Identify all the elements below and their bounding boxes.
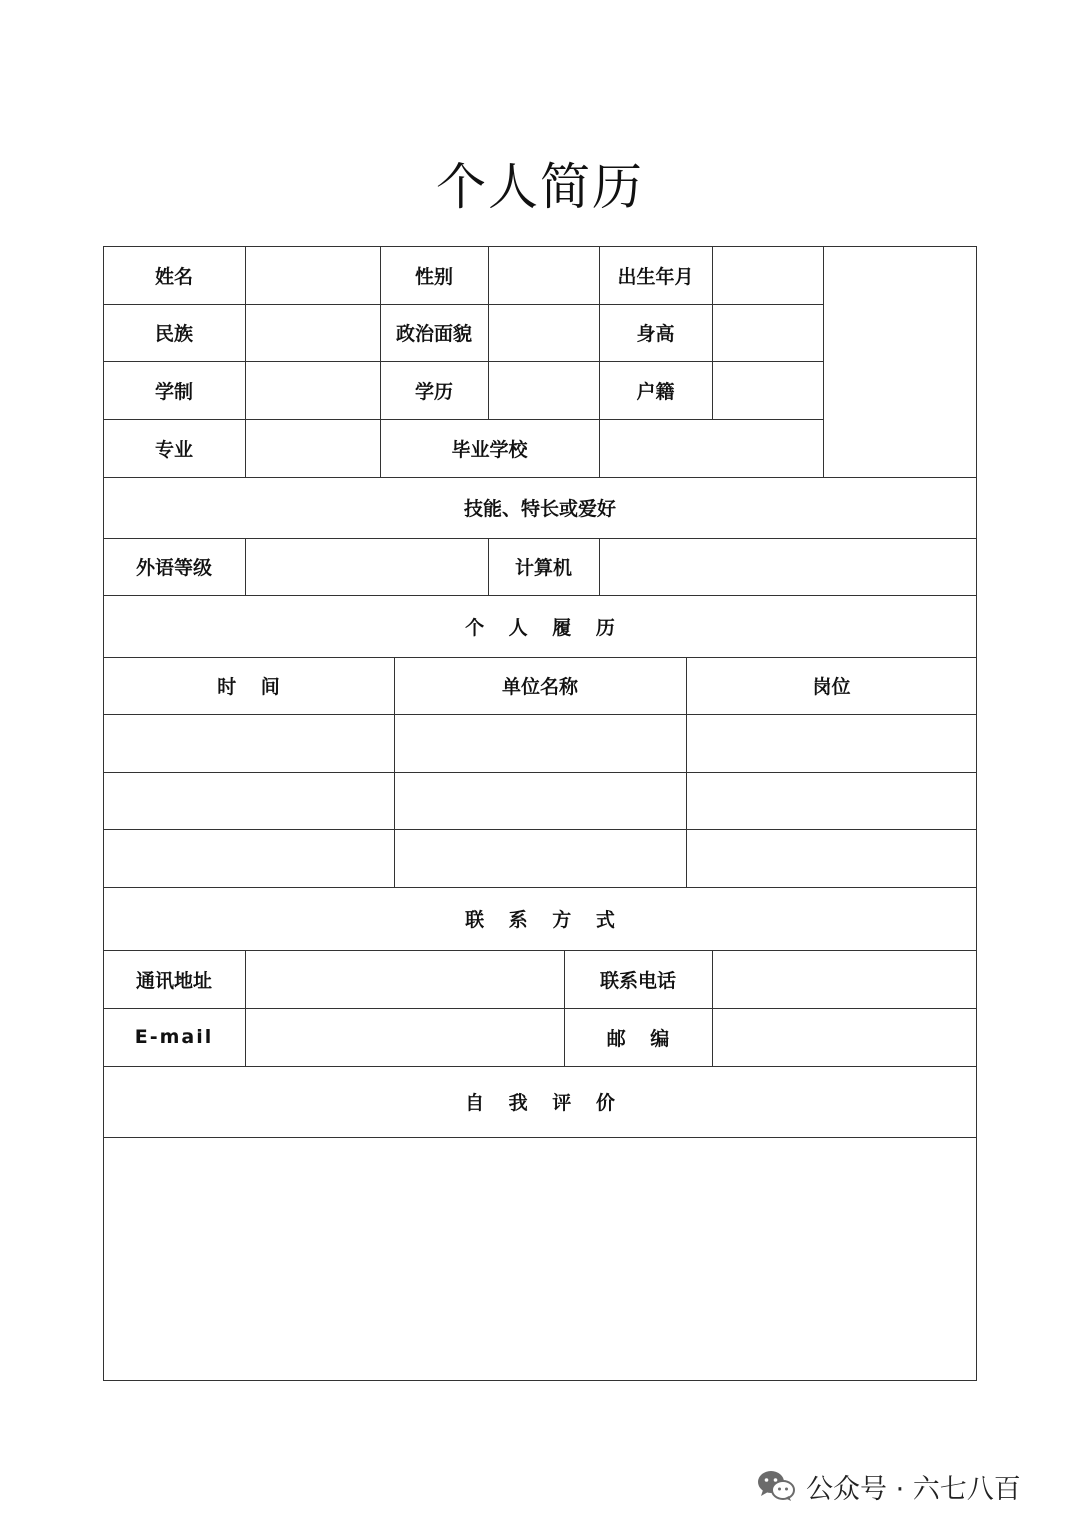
email-field[interactable] — [246, 1009, 564, 1066]
page-title: 个人简历 — [436, 158, 644, 216]
phone-label: 联系电话 — [599, 969, 676, 992]
time-column-header: 时 间 — [217, 676, 280, 698]
computer-field[interactable] — [600, 539, 976, 595]
name-label: 姓名 — [154, 265, 193, 288]
major-field[interactable] — [246, 420, 380, 477]
computer-label: 计算机 — [514, 557, 572, 579]
footer-text: 公众号 · 六七八百 — [806, 1473, 1021, 1505]
history-time-field[interactable] — [104, 715, 394, 772]
language-label: 外语等级 — [135, 557, 212, 579]
history-header: 个 人 履 历 — [465, 616, 615, 639]
language-field[interactable] — [246, 539, 488, 595]
height-field[interactable] — [713, 305, 823, 361]
history-company-field[interactable] — [395, 773, 686, 829]
history-position-field[interactable] — [687, 715, 976, 772]
footer-watermark — [756, 1466, 1021, 1506]
history-time-field[interactable] — [104, 830, 394, 887]
address-label: 通讯地址 — [135, 969, 212, 992]
address-field[interactable] — [246, 951, 564, 1008]
history-position-field[interactable] — [687, 830, 976, 887]
position-column-header: 岗位 — [812, 676, 851, 698]
gender-field[interactable] — [489, 247, 599, 304]
email-label: E-mail — [134, 1026, 214, 1048]
name-field[interactable] — [246, 247, 380, 304]
company-column-header: 单位名称 — [501, 676, 578, 698]
history-company-field[interactable] — [395, 830, 686, 887]
political-field[interactable] — [489, 305, 599, 361]
education-field[interactable] — [489, 362, 599, 419]
postcode-field[interactable] — [713, 1009, 976, 1066]
political-label: 政治面貌 — [395, 323, 472, 345]
birth-field[interactable] — [713, 247, 823, 304]
evaluation-field[interactable] — [104, 1138, 976, 1380]
postcode-label: 邮 编 — [606, 1027, 670, 1050]
school-label: 毕业学校 — [451, 438, 528, 461]
history-company-field[interactable] — [395, 715, 686, 772]
hukou-field[interactable] — [713, 362, 823, 419]
school-field[interactable] — [600, 420, 823, 477]
schooling-label: 学制 — [154, 380, 193, 403]
schooling-field[interactable] — [246, 362, 380, 419]
history-time-field[interactable] — [104, 773, 394, 829]
phone-field[interactable] — [713, 951, 976, 1008]
skills-header: 技能、特长或爱好 — [463, 498, 616, 520]
height-label: 身高 — [636, 323, 675, 345]
gender-label: 性别 — [414, 265, 453, 288]
history-position-field[interactable] — [687, 773, 976, 829]
birth-label: 出生年月 — [617, 265, 694, 288]
major-label: 专业 — [154, 438, 193, 461]
ethnicity-label: 民族 — [154, 323, 193, 345]
ethnicity-field[interactable] — [246, 305, 380, 361]
education-label: 学历 — [414, 380, 453, 403]
evaluation-header: 自 我 评 价 — [465, 1092, 615, 1114]
hukou-label: 户籍 — [636, 380, 675, 403]
contact-header: 联 系 方 式 — [465, 909, 615, 931]
wechat-icon — [756, 1469, 796, 1503]
photo-area[interactable] — [824, 247, 976, 477]
